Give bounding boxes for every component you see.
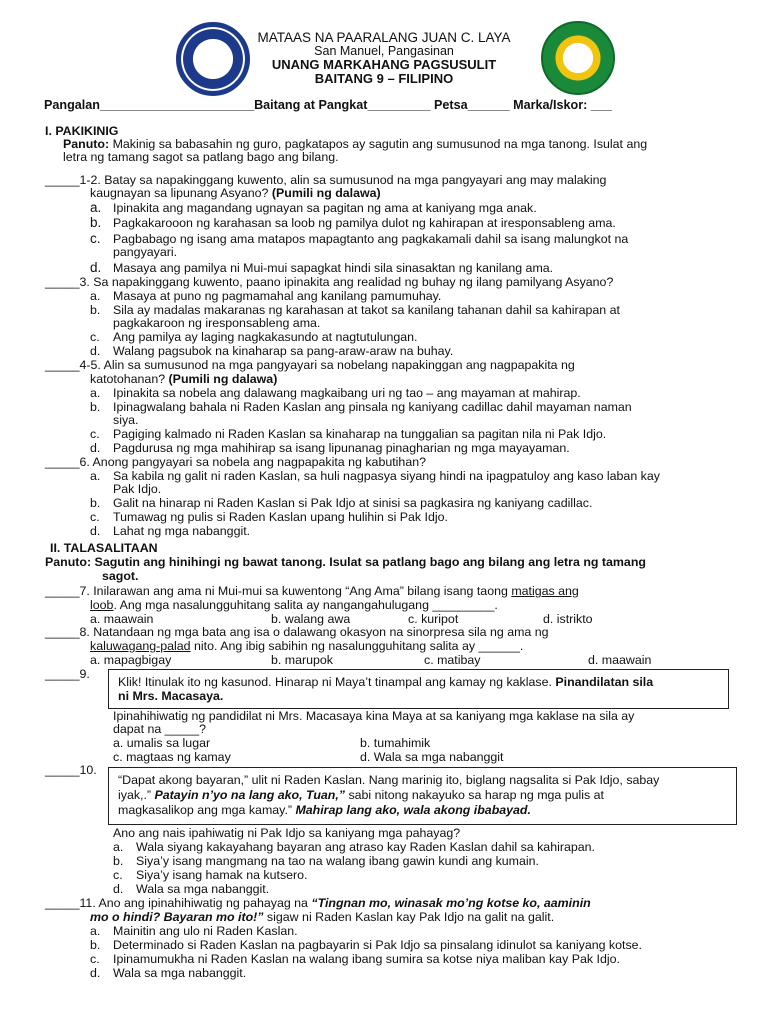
choice-letter: a. bbox=[90, 469, 101, 483]
choice-letter: a. bbox=[90, 386, 101, 400]
section-2-directions: Panuto: Sagutin ang hinihingi ng bawat tanong. Isulat sa patlang bago ang bilang ang letra ng tamang bbox=[45, 555, 646, 569]
choice-letter: b. bbox=[90, 215, 102, 230]
choice-letter: d. bbox=[113, 882, 124, 896]
choice-text: a. maawain bbox=[90, 612, 154, 626]
choice-letter: a. bbox=[113, 840, 124, 854]
choice-letter: d. bbox=[90, 524, 101, 538]
choice-text: c. matibay bbox=[424, 653, 481, 667]
choice-text: Ipinakita sa nobela ang dalawang magkaibang uri ng tao – ang mayaman at mahirap. bbox=[113, 386, 581, 400]
choice-text: b. marupok bbox=[271, 653, 333, 667]
choice-text-cont: pangyayari. bbox=[113, 245, 178, 259]
school-name: MATAAS NA PAARALANG JUAN C. LAYA bbox=[257, 30, 511, 45]
question-9-number: _____9. bbox=[45, 667, 90, 681]
student-info-fields: Pangalan______________________Baitang at Pangkat_________ Petsa______ Marka/Iskor: ___ bbox=[44, 98, 612, 112]
section-1-directions: Panuto: Makinig sa babasahin ng guro, pagkatapos ay sagutin ang sumusunod na mga tanong. Isulat ang bbox=[63, 137, 648, 151]
choice-text: Masaya at puno ng pagmamahal ang kanilang pamumuhay. bbox=[113, 289, 442, 303]
choice-text: c. magtaas ng kamay bbox=[113, 750, 231, 764]
choice-text: Ipinamumukha ni Raden Kaslan na walang ibang sumira sa kotse niya maliban kay Pak Idjo. bbox=[113, 952, 620, 966]
choice-text: c. kuripot bbox=[408, 612, 459, 626]
choice-letter: a. bbox=[90, 289, 101, 303]
question-1-2-cont: kaugnayan sa lipunang Asyano? (Pumili ng dalawa) bbox=[90, 186, 381, 200]
question-10-number: _____10. bbox=[45, 763, 97, 777]
question-11-cont: mo o hindi? Bayaran mo ito!” sigaw ni Raden Kaslan kay Pak Idjo na galit na galit. bbox=[90, 910, 555, 924]
choice-letter: b. bbox=[113, 854, 124, 868]
choice-text: Masaya ang pamilya ni Mui-mui sapagkat hindi sila sinasaktan ng kanilang ama. bbox=[113, 261, 554, 275]
choice-letter: d. bbox=[90, 441, 101, 455]
question-8: _____8. Natandaan ng mga bata ang isa o dalawang okasyon na sinorpresa sila ng ama ng bbox=[45, 625, 549, 639]
choice-text-cont: pagkakaroon ng iresponsableng ama. bbox=[113, 316, 321, 330]
choice-text: Galit na hinarap ni Raden Kaslan si Pak Idjo at sinisi sa pagkasira ng kaniyang cadillac. bbox=[113, 496, 593, 510]
choice-text: Determinado si Raden Kaslan na pagbayarin si Pak Idjo sa pinsalang idinulot sa kaniyang kotse. bbox=[113, 938, 642, 952]
choice-text-cont: siya. bbox=[113, 413, 139, 427]
choice-text: Ang pamilya ay laging nagkakasundo at nagtutulungan. bbox=[113, 330, 418, 344]
choice-letter: b. bbox=[90, 400, 101, 414]
choice-text: Siya’y isang mangmang na tao na walang ibang gawin kundi ang kumain. bbox=[136, 854, 539, 868]
choice-letter: c. bbox=[90, 427, 100, 441]
choice-text: a. umalis sa lugar bbox=[113, 736, 211, 750]
choice-text: b. walang awa bbox=[271, 612, 351, 626]
question-7-cont: loob. Ang mga nasalungguhitang salita ay nangangahulugang _________. bbox=[90, 598, 498, 612]
choice-letter: d. bbox=[90, 966, 101, 980]
choice-text: Tumawag ng pulis si Raden Kaslan upang hulihin si Pak Idjo. bbox=[113, 510, 448, 524]
passage-text-cont: iyak,.” Patayin n’yo na lang ako, Tuan,” sabi nitong nakayuko sa harap ng mga pulis at bbox=[118, 788, 604, 802]
choice-text: a. mapagbigay bbox=[90, 653, 172, 667]
choice-text: b. tumahimik bbox=[360, 736, 431, 750]
choice-letter: a. bbox=[90, 200, 102, 215]
question-8-cont: kaluwagang-palad nito. Ang ibig sabihin ng nasalungguhitang salita ay ______. bbox=[90, 639, 524, 653]
choice-letter: d. bbox=[90, 344, 101, 358]
choice-text: Sa kabila ng galit ni raden Kaslan, sa huli nagpasya siyang hindi na ipagpatuloy ang kaso laban kay bbox=[113, 469, 660, 483]
passage-text: “Dapat akong bayaran,” ulit ni Raden Kaslan. Nang marinig ito, biglang nagsalita si Pak Idjo, sabay bbox=[118, 773, 660, 787]
passage-text-cont: ni Mrs. Macasaya. bbox=[118, 689, 224, 703]
choice-text: Ipinagwalang bahala ni Raden Kaslan ang pinsala ng kaniyang cadillac dahil mayaman naman bbox=[113, 400, 632, 414]
section-1-directions-cont: letra ng tamang sagot sa patlang bago ang bilang. bbox=[63, 150, 339, 164]
choice-text: Pagbabago ng isang ama matapos mapagtanto ang pagkakamali dahil sa isang malungkot na bbox=[113, 232, 629, 246]
choice-text: Wala sa mga nabanggit. bbox=[136, 882, 270, 896]
section-1-title: I. PAKIKINIG bbox=[45, 124, 119, 138]
question-4-5-cont: katotohanan? (Pumili ng dalawa) bbox=[90, 372, 278, 386]
choice-text: Pagkakarooon ng karahasan sa loob ng pamilya dulot ng kahirapan at iresponsableng ama. bbox=[113, 216, 616, 230]
school-town: San Manuel, Pangasinan bbox=[314, 44, 454, 58]
question-9-text: Ipinahihiwatig ng pandidilat ni Mrs. Macasaya kina Maya at sa kaniyang mga kaklase na sila ay bbox=[113, 709, 635, 723]
choice-text: Pagiging kalmado ni Raden Kaslan sa kinaharap na tunggalian sa pagitan nila ni Pak Idjo. bbox=[113, 427, 607, 441]
choice-letter: c. bbox=[90, 952, 100, 966]
choice-text: Lahat ng mga nabanggit. bbox=[113, 524, 251, 538]
passage-text: Klik! Itinulak ito ng kasunod. Hinarap ni Maya’t tinampal ang kamay ng kaklase. Pinandilatan sila bbox=[118, 675, 654, 689]
question-4-5: _____4-5. Alin sa sumusunod na mga pangyayari sa nobelang napakinggan ang nagpapakita ng bbox=[45, 358, 575, 372]
choice-text: Siya’y isang hamak na kutsero. bbox=[136, 868, 308, 882]
question-1-2: _____1-2. Batay sa napakinggang kuwento, alin sa sumusunod na mga pangyayari ang may malaking bbox=[45, 173, 607, 187]
section-2-directions-cont: sagot. bbox=[102, 569, 139, 583]
choice-text: Walang pagsubok na kinaharap sa pang-araw-araw na buhay. bbox=[113, 344, 454, 358]
choice-text-cont: Pak Idjo. bbox=[113, 482, 162, 496]
choice-text: Sila ay madalas makaranas ng karahasan at takot sa kanilang tahanan dahil sa kahirapan at bbox=[113, 303, 620, 317]
choice-letter: c. bbox=[90, 510, 100, 524]
choice-letter: c. bbox=[90, 231, 101, 246]
choice-letter: c. bbox=[113, 868, 123, 882]
choice-letter: d. bbox=[90, 260, 102, 275]
choice-text: Ipinakita ang magandang ugnayan sa pagitan ng ama at kaniyang mga anak. bbox=[113, 201, 537, 215]
choice-text: Pagdurusa ng mga mahihirap sa isang lipunanag pinagharian ng mga mayayaman. bbox=[113, 441, 570, 455]
passage-text-cont: magkasalikop ang mga kamay.” Mahirap lang ako, wala akong ibabayad. bbox=[118, 803, 531, 817]
choice-letter: b. bbox=[90, 303, 101, 317]
exam-title: UNANG MARKAHANG PAGSUSULIT bbox=[271, 57, 497, 72]
choice-text: d. Wala sa mga nabanggit bbox=[360, 750, 504, 764]
question-6: _____6. Anong pangyayari sa nobela ang nagpapakita ng kabutihan? bbox=[45, 455, 426, 469]
grade-subject: BAITANG 9 – FILIPINO bbox=[314, 71, 454, 86]
question-3: _____3. Sa napakinggang kuwento, paano ipinakita ang realidad ng buhay ng ilang pamilyang Asyano? bbox=[45, 275, 614, 289]
section-2-title: II. TALASALITAAN bbox=[50, 541, 158, 555]
choice-letter: b. bbox=[90, 938, 101, 952]
choice-text: d. istrikto bbox=[543, 612, 593, 626]
choice-letter: c. bbox=[90, 330, 100, 344]
question-9-text-cont: dapat na _____? bbox=[113, 722, 207, 736]
question-10-text: Ano ang nais ipahiwatig ni Pak Idjo sa kaniyang mga pahayag? bbox=[113, 826, 461, 840]
choice-text: Mainitin ang ulo ni Raden Kaslan. bbox=[113, 924, 298, 938]
choice-text: Wala siyang kakayahang bayaran ang atraso kay Raden Kaslan dahil sa kahirapan. bbox=[136, 840, 595, 854]
question-11: _____11. Ano ang ipinahihiwatig ng pahayag na “Tingnan mo, winasak mo’ng kotse ko, aaminin bbox=[45, 896, 591, 910]
question-7: _____7. Inilarawan ang ama ni Mui-mui sa kuwentong “Ang Ama” bilang isang taong matigas ang bbox=[45, 584, 579, 598]
choice-text: Wala sa mga nabanggit. bbox=[113, 966, 247, 980]
choice-letter: a. bbox=[90, 924, 101, 938]
choice-letter: b. bbox=[90, 496, 101, 510]
choice-text: d. maawain bbox=[588, 653, 652, 667]
